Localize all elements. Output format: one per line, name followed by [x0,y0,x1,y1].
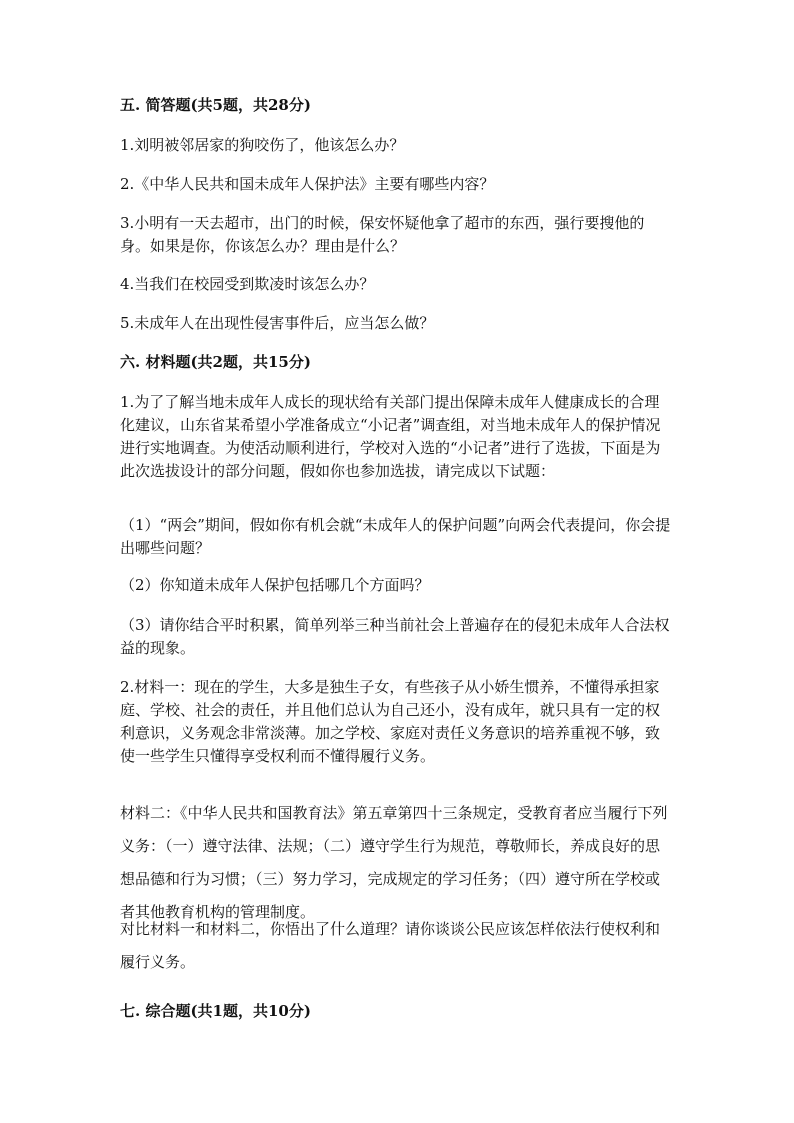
section-5-title: 五. 简答题(共5题，共28分) [120,96,311,114]
section-6-title: 六. 材料题(共2题，共15分) [120,353,311,371]
material-1-sub-question-3: （3）请你结合平时积累，简单列举三种当前社会上普遍存在的侵犯未成年人合法权益的现象。 [120,616,670,657]
material-1-intro: 1.为了了解当地未成年人成长的现状给有关部门提出保障未成年人健康成长的合理化建议，山东省某希望小学准备成立“小记者”调查组，对当地未成年人的保护情况进行实地调查。为使活动顺利进行，学校对入选的“小记者”进行了选拔，下面是为此次选拔设计的部分问题，假如你也参加选拔，请完成以下试题： [120,393,661,480]
material-2-question: 对比材料一和材料二，你悟出了什么道理？请你谈谈公民应该怎样依法行使权利和履行义务。 [120,920,661,971]
material-2-part-2: 材料二：《中华人民共和国教育法》第五章第四十三条规定，受教育者应当履行下列义务：（一）遵守法律、法规；（二）遵守学生行为规范，尊敬师长，养成良好的思想品德和行为习惯；（三）努力学习，完成规定的学习任务；（四）遵守所在学校或者其他教育机构的管理制度。 [120,804,668,921]
question-5-3: 3.小明有一天去超市，出门的时候，保安怀疑他拿了超市的东西，强行要搜他的身。如果是你，你该怎么办？理由是什么？ [120,214,645,255]
section-7-title: 七. 综合题(共1题，共10分) [120,1002,311,1020]
material-1-sub-question-1: （1）“两会”期间，假如你有机会就“未成年人的保护问题”向两会代表提问，你会提出哪些问题？ [120,516,671,557]
question-5-4: 4.当我们在校园受到欺凌时该怎么办？ [120,275,375,293]
material-2-part-1: 2.材料一：现在的学生，大多是独生子女，有些孩子从小娇生惯养，不懂得承担家庭、学校、社会的责任，并且他们总认为自己还小，没有成年，就只具有一定的权利意识，义务观念非常淡薄。加之学校、家庭对责任义务意识的培养重视不够，致使一些学生只懂得享受权利而不懂得履行义务。 [120,678,661,765]
question-5-2: 2.《中华人民共和国未成年人保护法》主要有哪些内容？ [120,175,495,193]
question-5-5: 5.未成年人在出现性侵害事件后，应当怎么做？ [120,314,435,332]
question-5-1: 1.刘明被邻居家的狗咬伤了，他该怎么办？ [120,136,405,154]
material-1-sub-question-2: （2）你知道未成年人保护包括哪几个方面吗？ [120,576,430,594]
